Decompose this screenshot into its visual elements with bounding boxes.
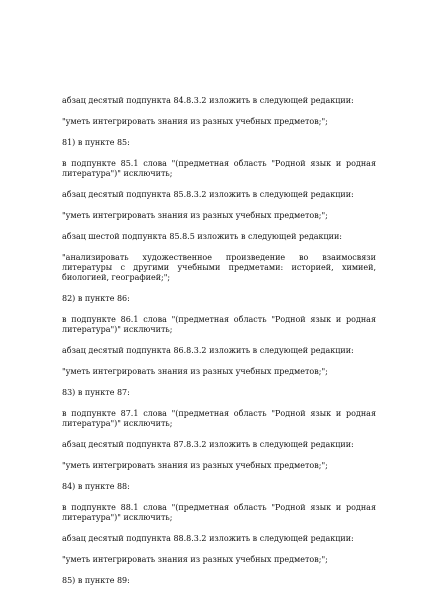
paragraph-16: "уметь интегрировать знания из разных учебных предметов;"; xyxy=(62,461,328,470)
paragraph-11: абзац десятый подпункта 86.8.3.2 изложить в следующей редакции: xyxy=(62,346,354,355)
paragraph-7: абзац шестой подпункта 85.8.5 изложить в следующей редакции: xyxy=(62,232,342,241)
paragraph-18: в подпункте 88.1 слова "(предметная область "Родной язык и родная литература")" исключить; xyxy=(62,503,376,522)
paragraph-9: 82) в пункте 86: xyxy=(62,294,130,303)
paragraph-13: 83) в пункте 87: xyxy=(62,388,130,397)
paragraph-8: "анализировать художественное произведение во взаимосвязи литературы с другими учебными предметами: историей, химией, биологией, географией;"; xyxy=(62,253,376,282)
paragraph-14: в подпункте 87.1 слова "(предметная область "Родной язык и родная литература")" исключить; xyxy=(62,409,376,428)
paragraph-3: 81) в пункте 85: xyxy=(62,138,130,147)
paragraph-4: в подпункте 85.1 слова "(предметная область "Родной язык и родная литература")" исключить; xyxy=(62,159,376,178)
paragraph-10: в подпункте 86.1 слова "(предметная область "Родной язык и родная литература")" исключить; xyxy=(62,315,376,334)
paragraph-12: "уметь интегрировать знания из разных учебных предметов;"; xyxy=(62,367,328,376)
paragraph-5: абзац десятый подпункта 85.8.3.2 изложить в следующей редакции: xyxy=(62,190,354,199)
document-body xyxy=(62,96,376,597)
paragraph-17: 84) в пункте 88: xyxy=(62,482,130,491)
paragraph-1: абзац десятый подпункта 84.8.3.2 изложить в следующей редакции: xyxy=(62,96,354,105)
paragraph-2: "уметь интегрировать знания из разных учебных предметов;"; xyxy=(62,117,328,126)
paragraph-19: абзац десятый подпункта 88.8.3.2 изложить в следующей редакции: xyxy=(62,534,354,543)
paragraph-21: 85) в пункте 89: xyxy=(62,576,130,585)
paragraph-15: абзац десятый подпункта 87.8.3.2 изложить в следующей редакции: xyxy=(62,440,354,449)
paragraph-6: "уметь интегрировать знания из разных учебных предметов;"; xyxy=(62,211,328,220)
paragraph-20: "уметь интегрировать знания из разных учебных предметов;"; xyxy=(62,555,328,564)
